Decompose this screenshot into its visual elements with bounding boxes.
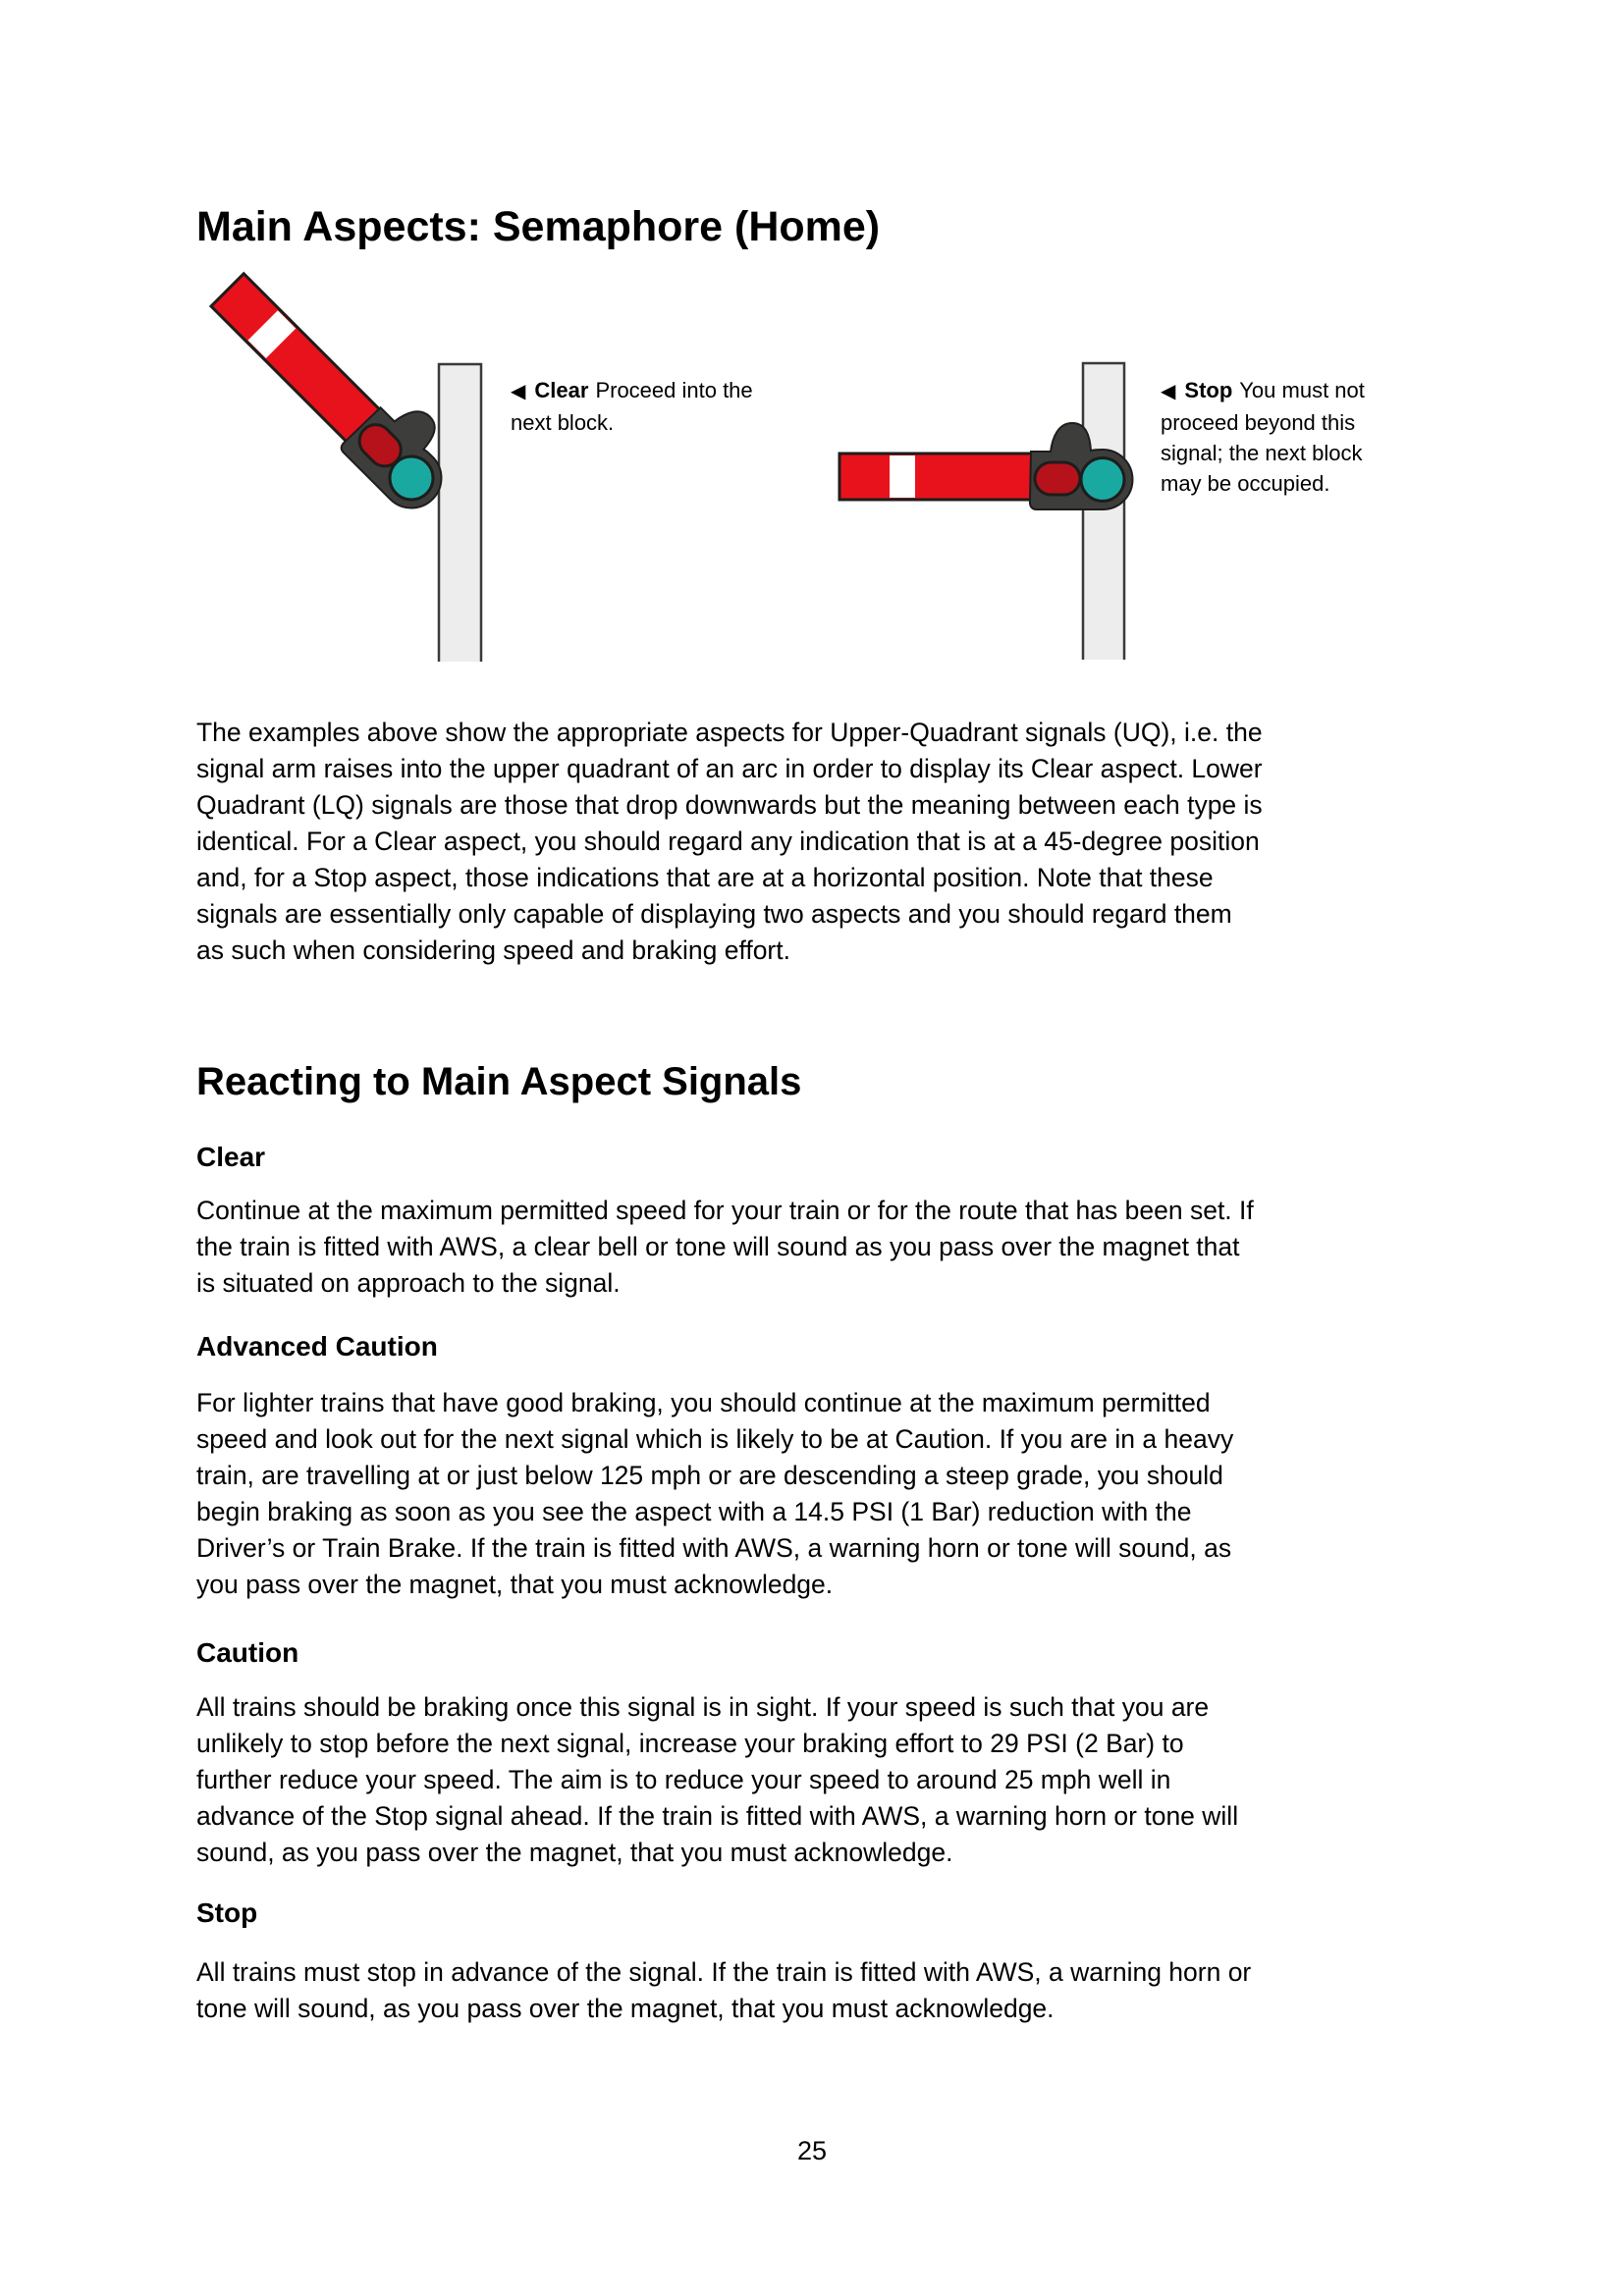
- text-line: unlikely to stop before the next signal, increase your braking effort to 29 PSI (2 Bar) to: [196, 1729, 1184, 1758]
- text-line: tone will sound, as you pass over the magnet, that you must acknowledge.: [196, 1994, 1055, 2023]
- signal-post: [439, 364, 481, 662]
- paragraph-caution: [196, 1689, 1492, 1871]
- text-line: Driver’s or Train Brake. If the train is fitted with AWS, a warning horn or tone will sound, as: [196, 1533, 1232, 1563]
- text-line: the train is fitted with AWS, a clear bell or tone will sound as you pass over the magnet that: [196, 1232, 1240, 1261]
- text-line: further reduce your speed. The aim is to reduce your speed to around 25 mph well in: [196, 1765, 1171, 1794]
- left-arrow-icon: ◀: [511, 381, 526, 402]
- page-title: Main Aspects: Semaphore (Home): [196, 203, 881, 250]
- text-line: All trains should be braking once this signal is in sight. If your speed is such that you are: [196, 1692, 1210, 1722]
- text-line: signal; the next block: [1161, 441, 1363, 465]
- caption-label: Clear: [534, 378, 589, 402]
- text-line: signals are essentially only capable of displaying two aspects and you should regard them: [196, 899, 1232, 929]
- subheading-stop: Stop: [196, 1897, 258, 1928]
- lens-green: [1081, 458, 1124, 502]
- subheading-caution: Caution: [196, 1637, 299, 1668]
- text-line: For lighter trains that have good braking, you should continue at the maximum permitted: [196, 1388, 1211, 1417]
- lens-red: [1035, 462, 1080, 495]
- paragraph-stop: [196, 1954, 1492, 2027]
- text-line: The examples above show the appropriate aspects for Upper-Quadrant signals (UQ), i.e. the: [196, 718, 1263, 747]
- semaphore-diagram: [177, 265, 1443, 687]
- subheading-advanced-caution: Advanced Caution: [196, 1331, 438, 1362]
- text-line: next block.: [511, 410, 615, 435]
- paragraph-clear: [196, 1193, 1492, 1302]
- left-arrow-icon: ◀: [1161, 381, 1176, 402]
- subheading-clear: Clear: [196, 1142, 266, 1172]
- text-line: Quadrant (LQ) signals are those that drop downwards but the meaning between each type is: [196, 790, 1263, 820]
- signal-arm: [839, 454, 1037, 500]
- stop-signal: [839, 363, 1132, 660]
- signal-arm: [211, 274, 383, 446]
- text-line: begin braking as soon as you see the aspect with a 14.5 PSI (1 Bar) reduction with the: [196, 1497, 1192, 1526]
- caption-line: [511, 375, 753, 407]
- arm-stripe: [890, 455, 915, 498]
- caption-lines: [1161, 407, 1365, 499]
- caption-text: Proceed into the: [595, 378, 753, 402]
- text-line: All trains must stop in advance of the signal. If the train is fitted with AWS, a warning horn or: [196, 1957, 1252, 1987]
- caption-text: You must not: [1239, 378, 1365, 402]
- clear-caption: [511, 375, 753, 438]
- signal-post: [1083, 363, 1124, 660]
- intro-paragraph: [196, 715, 1492, 969]
- text-line: train, are travelling at or just below 125 mph or are descending a steep grade, you should: [196, 1461, 1223, 1490]
- text-line: sound, as you pass over the magnet, that you must acknowledge.: [196, 1838, 953, 1867]
- caption-label: Stop: [1184, 378, 1233, 402]
- text-line: proceed beyond this: [1161, 410, 1356, 435]
- page-number: 25: [796, 2136, 828, 2165]
- clear-signal: [204, 265, 481, 662]
- stop-arm-assembly: [839, 423, 1132, 509]
- text-line: is situated on approach to the signal.: [196, 1268, 621, 1298]
- text-line: as such when considering speed and braking effort.: [196, 935, 790, 965]
- text-line: speed and look out for the next signal which is likely to be at Caution. If you are in a heavy: [196, 1424, 1234, 1454]
- caption-lines: [511, 407, 753, 438]
- text-line: may be occupied.: [1161, 471, 1330, 496]
- text-line: you pass over the magnet, that you must acknowledge.: [196, 1570, 834, 1599]
- caption-line: [1161, 375, 1365, 407]
- text-line: advance of the Stop signal ahead. If the train is fitted with AWS, a warning horn or tone will: [196, 1801, 1239, 1831]
- text-line: and, for a Stop aspect, those indications that are at a horizontal position. Note that these: [196, 863, 1214, 892]
- section-heading: Reacting to Main Aspect Signals: [196, 1060, 802, 1103]
- clear-arm-assembly: [204, 265, 472, 520]
- paragraph-advanced-caution: [196, 1385, 1492, 1603]
- text-line: Continue at the maximum permitted speed for your train or for the route that has been set. If: [196, 1196, 1254, 1225]
- text-line: identical. For a Clear aspect, you should regard any indication that is at a 45-degree position: [196, 827, 1260, 856]
- stop-caption: [1161, 375, 1365, 499]
- text-line: signal arm raises into the upper quadrant of an arc in order to display its Clear aspect. Lower: [196, 754, 1263, 783]
